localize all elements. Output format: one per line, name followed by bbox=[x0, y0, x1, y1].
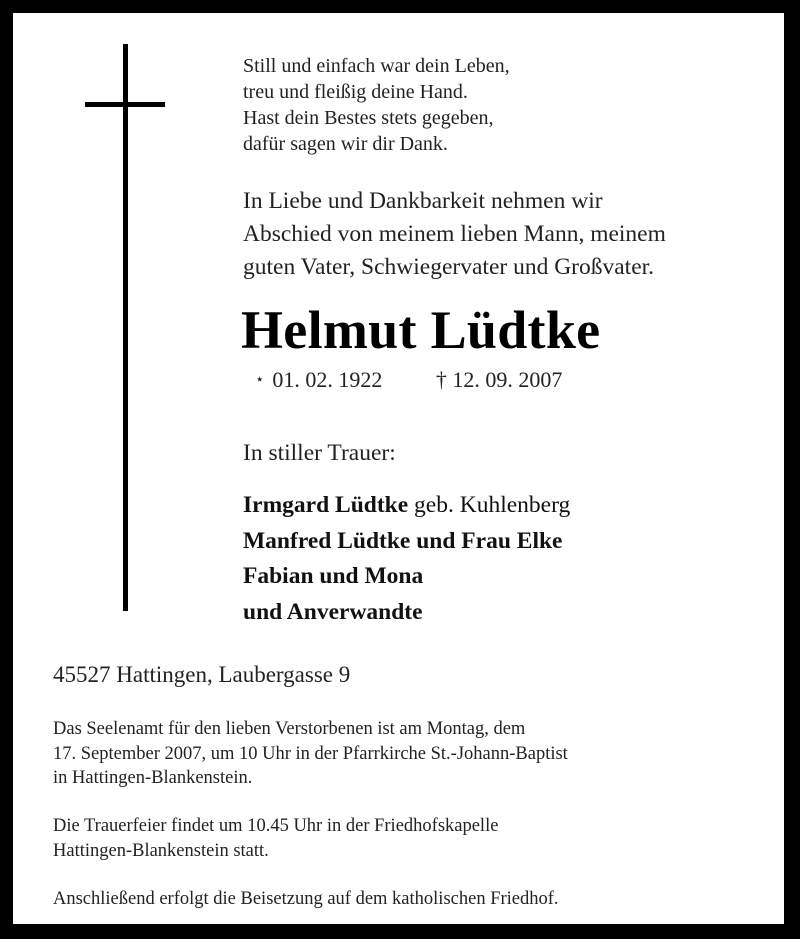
intro-line: In Liebe und Dankbarkeit nehmen wir bbox=[243, 188, 603, 214]
funeral-paragraph bbox=[53, 814, 498, 863]
mourner-line: Manfred Lüdtke und Frau Elke bbox=[243, 527, 563, 554]
obituary-card bbox=[13, 13, 784, 924]
mourning-label: In stiller Trauer: bbox=[243, 440, 396, 466]
paragraph-line: Anschließend erfolgt die Beisetzung auf dem katholischen Friedhof. bbox=[53, 889, 559, 909]
burial-paragraph bbox=[53, 887, 559, 912]
paragraph-line: in Hattingen-Blankenstein. bbox=[53, 768, 253, 788]
poem bbox=[243, 53, 510, 157]
mourner-line: Fabian und Mona bbox=[243, 563, 424, 589]
dagger-icon: † bbox=[435, 367, 447, 392]
mourners-list bbox=[243, 488, 570, 630]
intro-text bbox=[243, 185, 666, 284]
poem-line: Still und einfach war dein Leben, bbox=[243, 55, 510, 77]
star-icon: ⋆ bbox=[255, 372, 265, 388]
intro-line: Abschied von meinem lieben Mann, meinem bbox=[243, 221, 666, 247]
life-dates bbox=[255, 366, 562, 394]
mourner-name: Irmgard Lüdtke bbox=[243, 492, 409, 518]
poem-line: treu und fleißig deine Hand. bbox=[243, 81, 468, 103]
birth-date: 01. 02. 1922 bbox=[272, 367, 383, 392]
paragraph-line: Das Seelenamt für den lieben Verstorbenen ist am Montag, dem bbox=[53, 719, 526, 739]
poem-line: dafür sagen wir dir Dank. bbox=[243, 133, 448, 155]
mourner-line: und Anverwandte bbox=[243, 598, 423, 625]
mourner-line bbox=[243, 488, 570, 524]
address: 45527 Hattingen, Laubergasse 9 bbox=[53, 662, 351, 687]
paragraph-line: Hattingen-Blankenstein statt. bbox=[53, 840, 269, 861]
requiem-paragraph bbox=[53, 717, 568, 791]
deceased-name: Helmut Lüdtke bbox=[241, 300, 601, 360]
cross-horizontal-bar bbox=[85, 102, 165, 107]
death-date: 12. 09. 2007 bbox=[452, 367, 563, 392]
paragraph-line: Die Trauerfeier findet um 10.45 Uhr in der Friedhofskapelle bbox=[53, 816, 499, 836]
maiden-name: geb. Kuhlenberg bbox=[408, 492, 571, 518]
intro-line: guten Vater, Schwiegervater und Großvater. bbox=[243, 254, 655, 280]
poem-line: Hast dein Bestes stets gegeben, bbox=[243, 107, 494, 129]
cross-vertical-bar bbox=[123, 44, 128, 611]
paragraph-line: 17. September 2007, um 10 Uhr in der Pfarrkirche St.-Johann-Baptist bbox=[53, 743, 568, 764]
